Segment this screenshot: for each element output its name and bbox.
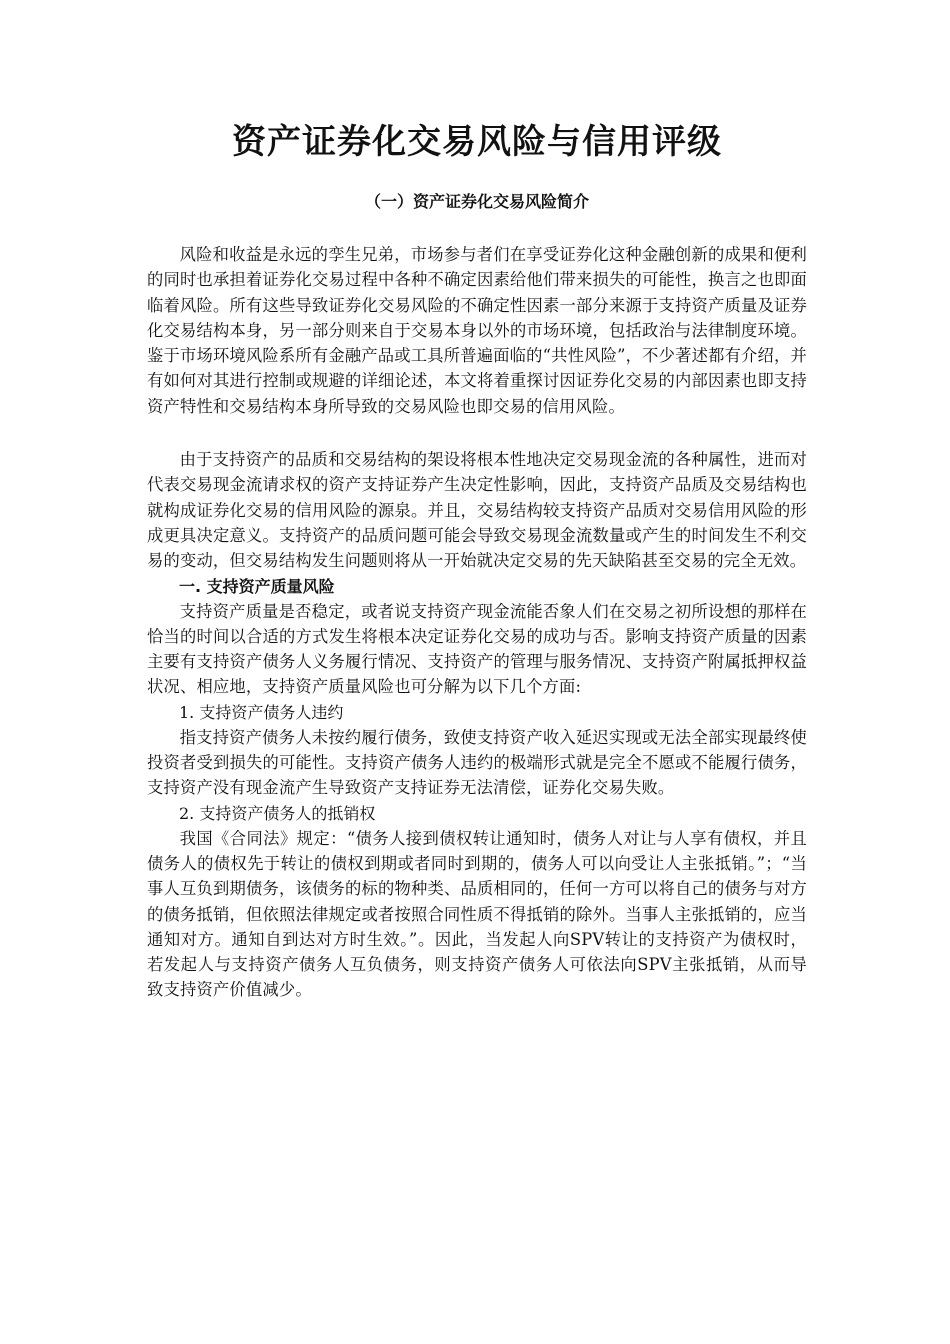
section-subtitle: （一）资产证券化交易风险简介 [364, 192, 589, 211]
item-heading-setoff-right: 2. 支持资产债务人的抵销权 [179, 803, 376, 823]
paragraph-intro: 风险和收益是永远的孪生兄弟，市场参与者们在享受证券化这种金融创新的成果和便利的同时也承担着证券化交易过程中各种不确定因素给他们带来损失的可能性，换言之也即面临着风险。所有这些导致证券化交易风险的不确定性因素一部分来源于支持资产质量及证券化交易结构本身，另一部分则来自于交易本身以外的市场环境，包括政治与法律制度环境。鉴于市场环境风险系所有金融产品或工具所普遍面临的“共性风险”，不少著述都有介绍，并有如何对其进行控制或规避的详细论述，本文将着重探讨因证券化交易的内部因素也即支持资产特性和交易结构本身所导致的交易风险也即交易的信用风险。 [147, 245, 807, 416]
document-page [147, 118, 807, 1003]
paragraph-asset-quality: 支持资产质量是否稳定，或者说支持资产现金流能否象人们在交易之初所设想的那样在恰当的时间以合适的方式发生将根本决定证券化交易的成功与否。影响支持资产质量的因素主要有支持资产债务人义务履行情况、支持资产的管理与服务情况、支持资产附属抵押权益状况、相应地，支持资产质量风险也可分解为以下几个方面: [147, 601, 807, 697]
item-heading-debtor-default: 1. 支持资产债务人违约 [179, 702, 344, 722]
document-title: 资产证券化交易风险与信用评级 [232, 122, 722, 162]
paragraph-structure: 由于支持资产的品质和交易结构的架设将根本性地决定交易现金流的各种属性，进而对代表交易现金流请求权的资产支持证券产生决定性影响，因此，支持资产品质及交易结构也就构成证券化交易的信用风险的源泉。并且，交易结构较支持资产品质对交易信用风险的形成更具决定意义。支持资产的品质问题可能会导致交易现金流数量或产生的时间发生不利交易的变动，但交易结构发生问题则将从一开始就决定交易的先天缺陷甚至交易的完全无效。 [147, 450, 807, 571]
paragraph-setoff-right: 我国《合同法》规定：“债务人接到债权转让通知时，债务人对让与人享有债权，并且债务人的债权先于转让的债权到期或者同时到期的，债务人可以向受让人主张抵销。”；“当事人互负到期债务，该债务的标的物种类、品质相同的，任何一方可以将自己的债务与对方的债务抵销，但依照法律规定或者按照合同性质不得抵销的除外。当事人主张抵销的，应当通知对方。通知自到达对方时生效。”。因此，当发起人向SPV转让的支持资产为债权时，若发起人与支持资产债务人互负债务，则支持资产债务人可依法向SPV主张抵销，从而导致支持资产价值减少。 [147, 828, 807, 1000]
section-heading-asset-quality: 一. 支持资产质量风险 [179, 576, 335, 596]
paragraph-debtor-default: 指支持资产债务人未按约履行债务，致使支持资产收入延迟实现或无法全部实现最终使投资者受到损失的可能性。支持资产债务人违约的极端形式就是完全不愿或不能履行债务，支持资产没有现金流产生导致资产支持证券无法清偿，证券化交易失败。 [147, 727, 807, 798]
